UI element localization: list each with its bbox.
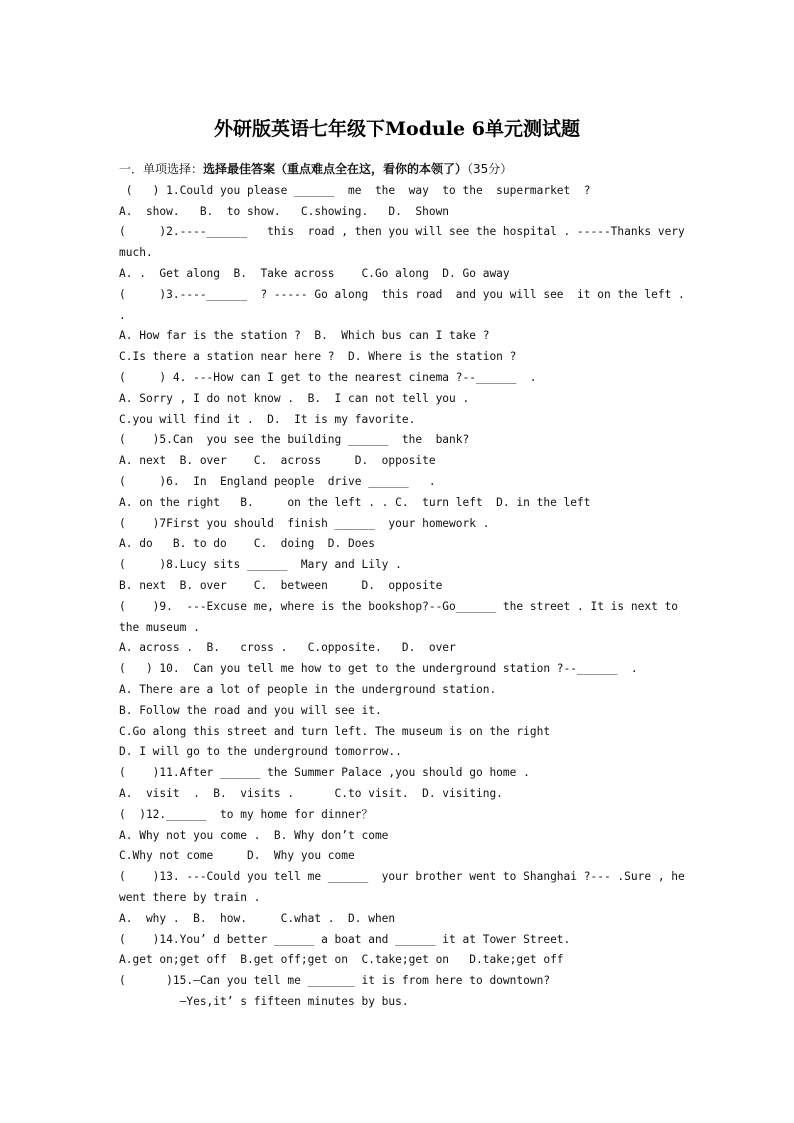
text-line: A. There are a lot of people in the underground station.: [119, 683, 497, 696]
text-line: much.: [119, 246, 153, 259]
text-line: ( )5.Can you see the building ______ the bank?: [119, 433, 470, 446]
text-line: ( ) 10. Can you tell me how to get to the underground station ?--______ .: [119, 662, 638, 675]
text-line: went there by train .: [119, 891, 261, 904]
text-line: A. next B. over C. across D. opposite: [119, 454, 436, 467]
text-line: ( ) 4. ---How can I get to the nearest cinema ?--______ .: [119, 371, 537, 384]
text-line: .: [119, 309, 126, 322]
text-line: D. I will go to the underground tomorrow..: [119, 745, 402, 758]
text-line: A. why . B. how. C.what . D. when: [119, 912, 396, 925]
text-line: ( )11.After ______ the Summer Palace ,you should go home .: [119, 766, 530, 779]
text-line: ( )2.----______ this road , then you will see the hospital . -----Thanks very: [119, 225, 685, 238]
text-line: A. show. B. to show. C.showing. D. Shown: [119, 205, 450, 218]
text-line: C.Is there a station near here ? D. Where is the station ?: [119, 350, 517, 363]
text-line: ( )13. ---Could you tell me ______ your brother went to Shanghai ?--- .Sure , he: [119, 870, 685, 883]
section-points: （35分）: [467, 162, 513, 176]
section-prefix: 一．单项选择：: [119, 162, 204, 176]
text-line: ( )6. In England people drive ______ .: [119, 475, 436, 488]
section-instruction: 选择最佳答案（重点难点全在这，看你的本领了）: [203, 162, 468, 176]
text-line: A. . Get along B. Take across C.Go along D. Go away: [119, 267, 510, 280]
text-line: B. next B. over C. between D. opposite: [119, 579, 443, 592]
text-line: C.Why not come D. Why you come: [119, 849, 355, 862]
text-line: A.get on;get off B.get off;get on C.take;get on D.take;get off: [119, 953, 564, 966]
text-line: A. Why not you come . B. Why don’t come: [119, 829, 389, 842]
text-line: C.Go along this street and turn left. The museum is on the right: [119, 725, 551, 738]
text-line: ( )8.Lucy sits ______ Mary and Lily .: [119, 558, 402, 571]
page-title: 外研版英语七年级下Module 6单元测试题: [214, 118, 580, 140]
text-line: ( )3.----______ ? ----- Go along this road and you will see it on the left .: [119, 288, 685, 301]
text-line: A. do B. to do C. doing D. Does: [119, 537, 375, 550]
text-line: ( )12.______ to my home for dinner？: [119, 808, 373, 821]
text-line: ( )14.You’ d better ______ a boat and ______ it at Tower Street.: [119, 933, 571, 946]
text-line: C.you will find it . D. It is my favorite.: [119, 413, 416, 426]
text-line: A. Sorry , I do not know . B. I can not tell you .: [119, 392, 470, 405]
text-line: the museum .: [119, 621, 200, 634]
text-line: B. Follow the road and you will see it.: [119, 704, 382, 717]
text-line: ( )9. ---Excuse me, where is the bookshop?--Go______ the street . It is next to: [119, 600, 679, 613]
text-line: A. across . B. cross . C.opposite. D. over: [119, 641, 456, 654]
text-line: A. on the right B. on the left . . C. turn left D. in the left: [119, 496, 591, 509]
text-line: ( )15.—Can you tell me _______ it is from here to downtown?: [119, 974, 551, 987]
text-line: A. visit . B. visits . C.to visit. D. visiting.: [119, 787, 503, 800]
text-line: —Yes,it’ s fifteen minutes by bus.: [119, 995, 409, 1008]
text-line: ( ) 1.Could you please ______ me the way to the supermarket ?: [119, 184, 591, 197]
section-heading: [119, 162, 512, 176]
text-line: A. How far is the station ? B. Which bus can I take ?: [119, 329, 490, 342]
text-line: ( )7First you should finish ______ your homework .: [119, 517, 490, 530]
